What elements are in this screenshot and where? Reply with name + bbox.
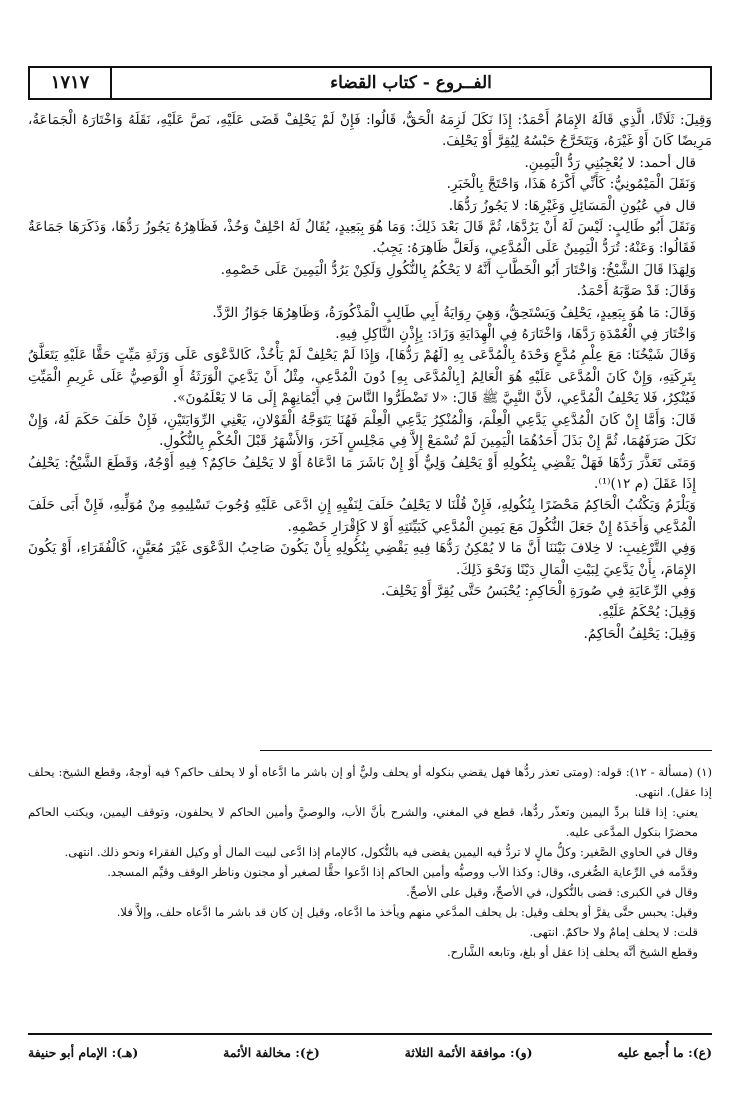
footnote-paragraph: وقدَّمه في الرِّعاية الصُّغرى، وقال: وكذا الأب ووصيُّه وأمين الحاكم إذا ادَّعوا حقًّا لصغير أو مجنون وناظر الوقف وقيِّم المسجد.	[107, 865, 698, 879]
footnote: (١) (مسألة - ١٢): قوله: (ومتى تعذر ردُّها فهل يقضي بنكوله أو يحلف وليٌّ أو إن باشر ما ادَّعاه أو لا يحلف حاكم؟ فيه أوجهٌ، وقطع الشيخ: يحلف إذا عقل). انتهى.	[28, 765, 712, 799]
paragraph: وَمَتَى تَعَذَّرَ رَدُّهَا فَهَلْ يَقْضِي بِنُكُولِهِ أَوْ يَحْلِفُ وَلِيٌّ أَوْ إِنْ بَاشَرَ مَا ادَّعَاهُ أَوْ لا يَحْلِفُ حَاكِمٌ؟ فِيهِ أَوْجُهٌ، وَقَطَعَ الشَّيْخُ: يَحْلِفُ إِذَا عَقَلَ (م ١٢)⁽¹⁾.	[28, 454, 696, 492]
paragraph: وَفِي التَّرْغِيبِ: لا خِلافَ بَيْنَنَا أَنَّ مَا لا يُمْكِنُ رَدُّهَا فِيهِ يَقْضِي بِنُكُولِهِ بِأَنْ يَكُونَ صَاحِبُ الدَّعْوَى غَيْرَ مُعَيَّنٍ، كَالْفُقَرَاءِ، أَوْ يَكُونَ الإِمَامَ، بِأَنْ يَدَّعِيَ لِبَيْتِ الْمَالِ دَيْنًا وَنَحْوَ ذَلِكَ.	[28, 540, 696, 578]
paragraph: قال في عُيُونِ الْمَسَائِلِ وَغَيْرِهَا: لا يَجُوزُ رَدُّهَا.	[448, 197, 696, 214]
footnote-paragraph: وقطع الشيخ أنَّه يحلف إذا عقل أو بلغ، وتابعه الشَّارح.	[446, 945, 698, 959]
footnotes	[28, 762, 712, 962]
paragraph: وَفِي الرِّعَايَةِ فِي صُورَةِ الْحَاكِمِ: يُحْبَسُ حَتَّى يُقِرَّ أَوْ يَحْلِفَ.	[381, 582, 696, 599]
footnote-paragraph: وقيل: يحبس حتَّى يقرَّ أو يحلف وقيل: بل يحلف المدَّعي منهم ويأخذ ما ادَّعاه، وقيل إن كان قد باشر ما ادَّعاه حلف، وإلاَّ فلا.	[116, 905, 698, 919]
page-number: ١٧١٧	[30, 68, 112, 98]
paragraph: وَقَالَ شَيْخُنَا: مَعَ عِلْمِ مُدَّعٍ وَحْدَهُ بِالْمُدَّعَى بِهِ [لَهُمْ رَدُّهَا]، وَإِذَا لَمْ يَحْلِفْ لَمْ يَأْخُذْ، كَالدَّعْوَى عَلَى وَرَثَةِ مَيِّتٍ حَقًّا عَلَيْهِ يَتَعَلَّقُ بِتَرِكَتِهِ، وَإِنْ كَانَ الْمُدَّعَى عَلَيْهِ هُوَ الْعَالِمُ [بِالْمُدَّعَى بِهِ] دُونَ الْمُدَّعِي، مِثْلُ أَنْ يَدَّعِيَ الْوَرَثَةُ أَوِ الْوَصِيُّ عَلَى غَرِيمِ الْمَيِّتِ فَيُنْكِرُ، فَلا يَحْلِفُ الْمُدَّعِي، لأَنَّ النَّبِيَّ ﷺ قَالَ: «لا تَضْطَرُّوا النَّاسَ فِي أَيْمَانِهِمْ إِلَى مَا لا يَعْلَمُونَ».	[28, 347, 696, 407]
key-agreement: (و): موافقة الأئمة الثلاثة	[404, 1044, 533, 1060]
paragraph: قال أحمد: لا يُعْجِبُنِي رَدُّ الْيَمِينِ.	[524, 154, 696, 171]
footnote-paragraph: قلت: لا يحلف إمامٌ ولا حاكمٌ. انتهى.	[529, 925, 698, 939]
footnote-paragraph: وقال في الحاوي الصَّغير: وكلُّ مالٍ لا تردُّ فيه اليمين يقضى فيه بالنُّكول، كالإمام إذا ادَّعى لبيت المال أو وكيل الفقراء ونحو ذلك. انتهى.	[64, 845, 698, 859]
paragraph: وَقِيلَ: يُحْكَمُ عَلَيْهِ.	[597, 604, 696, 621]
paragraph: وَقِيلَ: ثَلَاثًا، الَّذِي قَالَهُ الإِمَامُ أَحْمَدُ: إِذَا نَكَلَ لَزِمَهُ الْحَقُّ، قَالُوا: فَإِنْ لَمْ يَحْلِفْ قَضَى عَلَيْهِ، نَصَّ عَلَيْهِ، نَقَلَهُ وَاخْتَارَهُ الْجَمَاعَةُ، مَرِيضًا كَانَ أَوْ غَيْرَهُ، وَيَتَخَرَّجُ حَبْسُهُ لِيُقِرَّ أَوْ يَحْلِفَ.	[28, 112, 712, 150]
footnote-paragraph: وقال في الكبرى: قضى بالنُّكول، في الأصحِّ، وقيل على الأصحِّ.	[406, 885, 698, 899]
footnote-paragraph: يعني: إذا قلنا بردِّ اليمين وتعذّر ردُّها، قطع في المغني، والشرح بأنَّ الأب، والوصيَّ وأمين الحاكم لا يحلفون، وتوقف اليمين، ويكتب الحاكم محضرًا بنكول المدَّعى عليه.	[28, 805, 698, 839]
paragraph: وَاخْتَارَ فِي الْعُمْدَةِ رَدَّهَا، وَاخْتَارَهُ فِي الْهِدَايَةِ وَزَادَ: بِإِذْنِ النَّاكِلِ فِيهِ.	[335, 326, 696, 343]
key-ijma: (ع): ما أُجمع عليه	[617, 1044, 712, 1060]
main-text	[28, 110, 712, 645]
paragraph: وَلِهَذَا قَالَ الشَّيْخُ: وَاخْتَارَ أَبُو الْخَطَّابِ أَنَّهُ لا يَحْكُمُ بِالنُّكُولِ وَلَكِنْ يَرُدُّ الْيَمِينَ عَلَى خَصْمِهِ.	[220, 261, 696, 278]
paragraph: وَقَالَ: قَدْ صَوَّبَهُ أَحْمَدُ.	[576, 283, 696, 300]
page-header	[28, 66, 712, 100]
paragraph: وَنَقَلَ أَبُو طَالِبٍ: لَيْسَ لَهُ أَنْ يَرُدَّهَا، ثُمَّ قَالَ بَعْدَ ذَلِكَ: وَمَا هُوَ بِبَعِيدٍ، يُقَالُ لَهُ احْلِفْ وَخُذْ، فَظَاهِرُهُ يَجُوزُ رَدُّهَا، وَذَكَرَهَا جَمَاعَةٌ فَقَالُوا: وَعَنْهُ: تُرَدُّ الْيَمِينُ عَلَى الْمُدَّعِي، وَلَعَلَّ ظَاهِرَهُ: يَجِبُ.	[28, 219, 696, 257]
paragraph: وَنَقَلَ الْمَيْمُونِيُّ: كَأَنِّي أَكْرَهُ هَذَا، وَاحْتَجَّ بِالْخَبَرِ.	[446, 176, 696, 193]
key-abu-hanifa: (هـ): الإمام أبو حنيفة	[28, 1044, 139, 1060]
abbreviation-key	[28, 1040, 712, 1064]
key-disagreement: (خ): مخالفة الأئمة	[223, 1044, 320, 1060]
paragraph: وَيَلْزَمُ وَيَكْتُبُ الْحَاكِمُ مَحْضَرًا بِنُكُولِهِ، فَإِنْ قُلْنَا لا يَحْلِفُ حَلَفَ لِنَفْيِهِ إِنِ ادَّعَى عَلَيْهِ وُجُوبَ تَسْلِيمِهِ مِنْ مُوَلِّيهِ، فَإِنْ أَبَى حَلَفَ الْمُدَّعِي وَأَخَذَهُ إِنْ جَعَلَ النُّكُولَ مَعَ يَمِينِ الْمُدَّعِي كَبَيِّنَتِهِ أَوْ لا كَإِقْرَارِ خَصْمِهِ.	[28, 497, 696, 535]
running-title: الفــروع - كتاب القضاء	[330, 73, 492, 93]
footer-rule	[28, 1033, 712, 1035]
paragraph: وَقِيلَ: يَحْلِفُ الْحَاكِمُ.	[583, 625, 696, 642]
footnote-separator	[260, 750, 712, 751]
paragraph: وَقَالَ: مَا هُوَ بِبَعِيدٍ، يَحْلِفُ وَيَسْتَحِقُّ، وَهِيَ رِوَايَةُ أَبِي طَالِبٍ الْمَذْكُورَةُ، وَظَاهِرُهَا جَوَازُ الرَّدِّ.	[212, 304, 696, 321]
paragraph: قَالَ: وَأَمَّا إِنْ كَانَ الْمُدَّعِي يَدَّعِي الْعِلْمَ، وَالْمُنْكِرُ يَدَّعِي الْعِلْمَ فَهُنَا يَتَوَجَّهُ الْقَوْلانِ، يَعْنِي الرِّوَايَتَيْنِ، فَإِنْ حَلَفَ حَكَمَ لَهُ، وَإِنْ نَكَلَ صَرَفَهُمَا، ثُمَّ إِنْ بَذَلَ أَحَدُهُمَا الْيَمِينَ لَمْ تُسْمَعْ إِلاَّ فِي مَجْلِسٍ آخَرَ، وَالأَشْهَرُ قَبْلَ الْحُكْمِ بِالنُّكُولِ.	[28, 411, 696, 450]
